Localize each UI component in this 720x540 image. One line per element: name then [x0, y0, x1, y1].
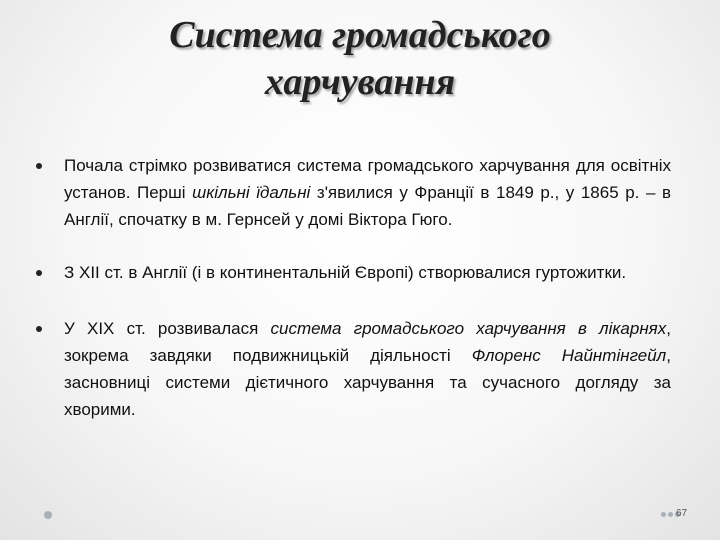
bullet-list: [36, 152, 671, 423]
page-number: 67: [676, 508, 688, 519]
bullet-text-segment: У XIX ст. розвивалася: [64, 319, 271, 338]
bullet-text-segment: , засновниці системи дієтичного харчування та сучасного догляду за хворими.: [64, 346, 671, 419]
bullet-item-school-canteens: [36, 152, 671, 233]
bullet-text-segment: Почала стрімко розвиватися система громадського харчування для освітніх установ. Перші: [64, 156, 671, 202]
bullet-text-segment: з'явилися у Франції в 1849 р., у 1865 р. – в Англії, спочатку в м. Гернсей у домі Віктора Гюго.: [64, 183, 671, 229]
bullet-text-italic-segment: шкільні їдальні: [192, 183, 311, 202]
bullet-dot-icon: [36, 163, 42, 169]
slide-title-line-1: Система громадського: [169, 14, 551, 56]
bullet-text-segment: З XII ст. в Англії (і в континентальній Європі) створювалися гуртожитки.: [64, 263, 627, 282]
footer-dot-icon: [44, 511, 52, 519]
bullet-item-dormitories: [36, 259, 671, 286]
bullet-text-italic-segment: Флоренс Найнтінгейл: [471, 346, 667, 365]
bullet-dot-icon: [36, 270, 42, 276]
bullet-text-segment: , зокрема завдяки подвижницькій діяльності: [64, 319, 671, 365]
slide-title-line-2: харчування: [264, 61, 456, 103]
bullet-text-italic-segment: система громадського харчування в лікарнях: [270, 319, 667, 338]
slide-title: [60, 12, 660, 106]
bullet-dot-icon: [36, 326, 42, 332]
bullet-item-hospitals: [36, 315, 671, 423]
